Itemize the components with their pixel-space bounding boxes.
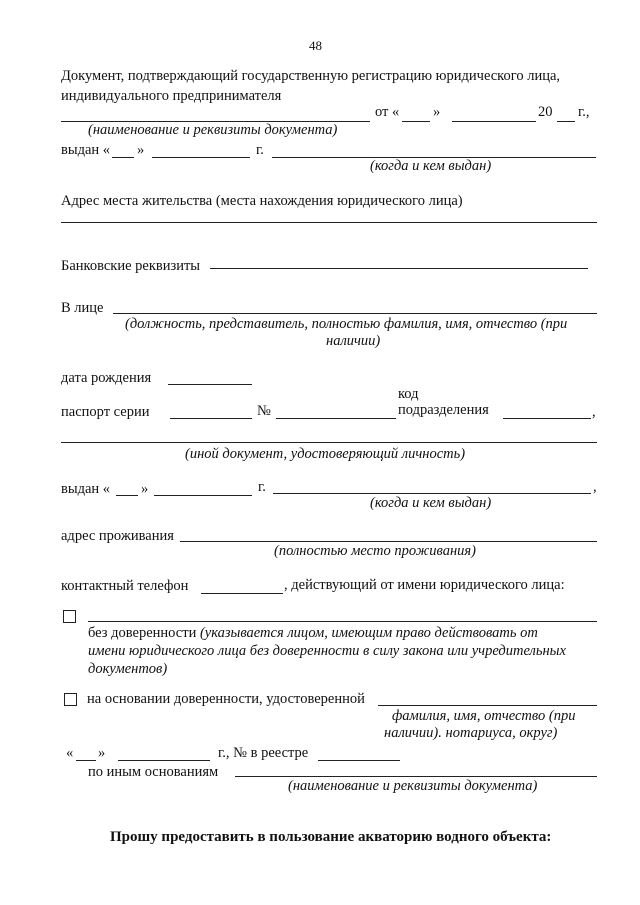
residence-label: адрес проживания xyxy=(61,528,174,544)
person-caption-1: (должность, представитель, полностью фамилия, имя, отчество (при xyxy=(125,316,568,332)
doc-reg-month-field[interactable] xyxy=(452,121,536,122)
person-caption-2: наличии) xyxy=(326,333,381,349)
residence-caption: (полностью место проживания) xyxy=(274,543,476,559)
issued2-close: » xyxy=(141,481,149,497)
person-label: В лице xyxy=(61,300,104,316)
doc-reg-day-field[interactable] xyxy=(402,121,430,122)
phone-field[interactable] xyxy=(201,593,283,594)
proxy-label: на основании доверенности, удостоверенной xyxy=(87,691,365,707)
address-label: Адрес места жительства (места нахождения юридического лица) xyxy=(61,193,463,209)
request-heading: Прошу предоставить в пользование акваторию водного объекта: xyxy=(110,829,552,845)
doc-reg-issued-label: выдан « xyxy=(61,142,111,158)
proxy-registry-field[interactable] xyxy=(318,760,400,761)
passport-number-sign: № xyxy=(257,403,271,419)
proxy-checkbox[interactable] xyxy=(64,693,77,706)
doc-reg-from-label: от « xyxy=(375,104,400,120)
doc-reg-year-suffix: г., xyxy=(578,104,590,120)
doc-reg-line2: индивидуального предпринимателя xyxy=(61,88,282,104)
doc-reg-year-field[interactable] xyxy=(557,121,575,122)
issued2-month-field[interactable] xyxy=(154,495,252,496)
passport-code-label-2: подразделения xyxy=(398,402,489,418)
passport-code-label-1: код xyxy=(398,386,419,402)
person-field[interactable] xyxy=(113,313,597,314)
proxy-date-close: » xyxy=(98,745,106,761)
page-number: 48 xyxy=(309,38,322,53)
issued2-by-field[interactable] xyxy=(273,493,591,494)
doc-reg-line1: Документ, подтверждающий государственную регистрацию юридического лица, xyxy=(61,68,561,84)
doc-reg-issued-month-field[interactable] xyxy=(152,157,250,158)
other-doc-caption: (иной документ, удостоверяющий личность) xyxy=(185,446,466,462)
issued2-g: г. xyxy=(258,479,266,495)
passport-code-field[interactable] xyxy=(503,418,591,419)
no-proxy-field[interactable] xyxy=(88,621,597,622)
proxy-date-open: « xyxy=(66,745,74,761)
no-proxy-text-italic-1: (указывается лицом, имеющим право действовать от xyxy=(199,625,538,641)
other-grounds-caption: (наименование и реквизиты документа) xyxy=(288,778,538,794)
passport-series-label: паспорт серии xyxy=(61,404,150,420)
address-field[interactable] xyxy=(61,222,597,223)
issued2-day-field[interactable] xyxy=(116,495,138,496)
issued2-label: выдан « xyxy=(61,481,111,497)
doc-reg-caption: (наименование и реквизиты документа) xyxy=(88,122,338,138)
residence-field[interactable] xyxy=(180,541,597,542)
bank-label: Банковские реквизиты xyxy=(61,258,201,274)
proxy-registry-label: г., № в реестре xyxy=(218,745,309,761)
doc-reg-issued-close: » xyxy=(137,142,145,158)
doc-reg-year-label: 20 xyxy=(538,104,553,120)
proxy-day-field[interactable] xyxy=(76,760,96,761)
doc-reg-issued-g: г. xyxy=(256,142,264,158)
phone-label: контактный телефон xyxy=(61,578,189,594)
proxy-caption-2: наличии). нотариуса, округ) xyxy=(384,725,558,741)
other-grounds-field[interactable] xyxy=(235,776,597,777)
proxy-caption-1: фамилия, имя, отчество (при xyxy=(392,708,576,724)
no-proxy-text-italic-2: имени юридического лица без доверенности в силу закона или учредительных xyxy=(88,643,566,659)
doc-reg-issued-day-field[interactable] xyxy=(112,157,134,158)
other-doc-field[interactable] xyxy=(61,442,597,443)
doc-reg-quote-close: » xyxy=(433,104,441,120)
phone-acting-label: , действующий от имени юридического лица: xyxy=(284,577,565,593)
no-proxy-text-italic-3: документов) xyxy=(88,661,168,677)
no-proxy-text xyxy=(88,625,538,642)
passport-comma: , xyxy=(592,404,596,420)
other-grounds-label: по иным основаниям xyxy=(88,764,219,780)
proxy-month-field[interactable] xyxy=(118,760,210,761)
proxy-notary-field[interactable] xyxy=(378,705,597,706)
birth-field[interactable] xyxy=(168,384,252,385)
bank-field[interactable] xyxy=(210,268,588,269)
passport-number-field[interactable] xyxy=(276,418,396,419)
no-proxy-text-plain: без доверенности xyxy=(88,625,197,641)
issued2-caption: (когда и кем выдан) xyxy=(370,495,492,511)
birth-label: дата рождения xyxy=(61,370,152,386)
issued2-comma: , xyxy=(593,479,597,495)
doc-reg-when-who-caption: (когда и кем выдан) xyxy=(370,158,492,174)
no-proxy-checkbox[interactable] xyxy=(63,610,76,623)
passport-series-field[interactable] xyxy=(170,418,252,419)
